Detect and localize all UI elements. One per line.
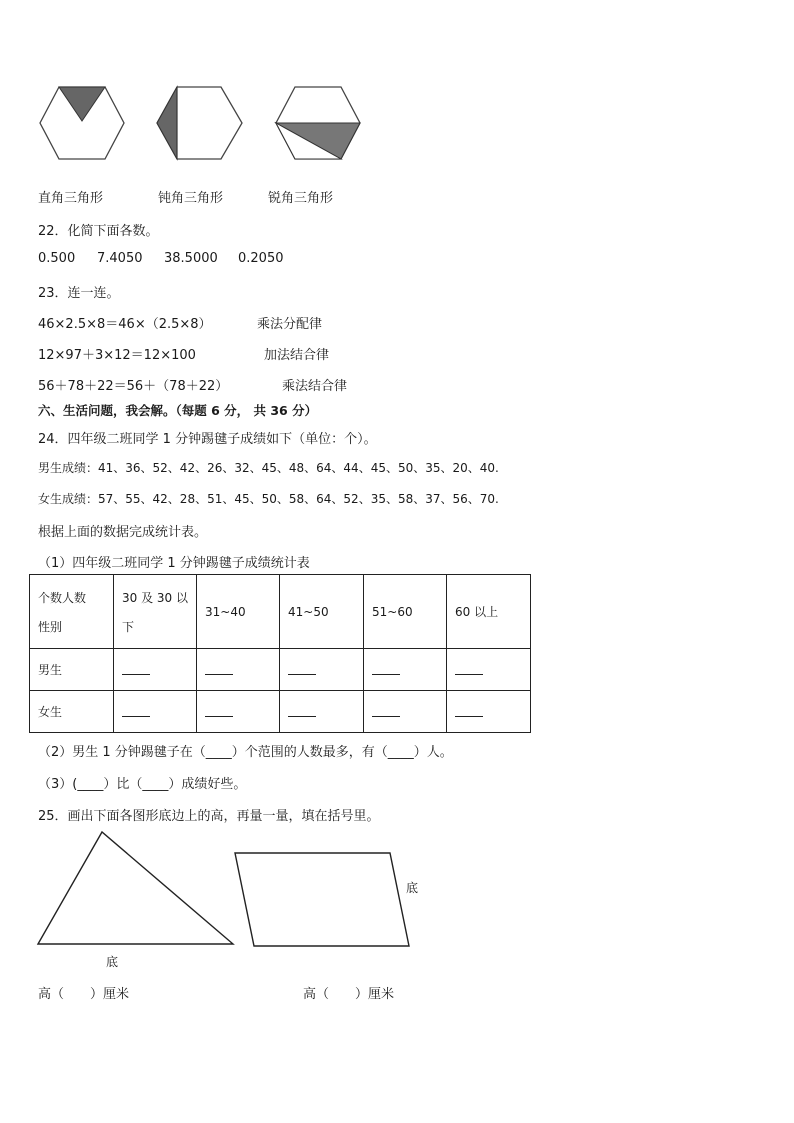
q22-title: 22．化简下面各数。 bbox=[38, 224, 159, 239]
corner-top-label: 个数人数 bbox=[38, 590, 87, 605]
parallelogram-height-answer: 高（ ）厘米 bbox=[303, 987, 395, 1002]
label-acute-triangle: 锐角三角形 bbox=[268, 191, 334, 206]
q23-expr-3: 56＋78＋22＝56＋（78＋22） bbox=[38, 379, 229, 394]
triangle-height-answer: 高（ ）厘米 bbox=[38, 987, 130, 1002]
q24-boys-scores: 男生成绩：41、36、52、42、26、32、45、48、64、44、45、50、35、20、40. bbox=[38, 461, 499, 475]
q23-expr-1: 46×2.5×8＝46×（2.5×8） bbox=[38, 317, 212, 332]
col-header-30-line1: 30 及 30 以 bbox=[122, 590, 188, 605]
triangle-base-label: 底 bbox=[106, 955, 119, 969]
label-right-triangle: 直角三角形 bbox=[38, 191, 104, 206]
triangle-figure bbox=[36, 830, 236, 948]
corner-bottom-label: 性别 bbox=[38, 619, 63, 634]
col-header-60-above: 60 以上 bbox=[447, 575, 531, 649]
q23-expr-2: 12×97＋3×12＝12×100 bbox=[38, 348, 196, 363]
label-obtuse-triangle: 钝角三角形 bbox=[158, 191, 224, 206]
q22-number-3: 38.5000 bbox=[164, 251, 218, 266]
boys-blank-4[interactable] bbox=[364, 649, 447, 691]
hexagon-obtuse-triangle-figure bbox=[155, 85, 245, 161]
col-header-30-line2: 下 bbox=[122, 619, 135, 634]
girls-blank-3[interactable] bbox=[280, 691, 364, 733]
score-statistics-table bbox=[29, 574, 531, 733]
table-corner-header bbox=[30, 575, 114, 649]
boys-blank-5[interactable] bbox=[447, 649, 531, 691]
row-header-boys: 男生 bbox=[30, 649, 114, 691]
row-header-girls: 女生 bbox=[30, 691, 114, 733]
parallelogram-base-label: 底 bbox=[406, 881, 419, 895]
q25-title: 25．画出下面各图形底边上的高，再量一量，填在括号里。 bbox=[38, 809, 380, 824]
boys-blank-3[interactable] bbox=[280, 649, 364, 691]
section-6-heading: 六、生活问题，我会解。（每题 6 分， 共 36 分） bbox=[38, 403, 318, 418]
col-header-31-40: 31~40 bbox=[197, 575, 280, 649]
girls-blank-1[interactable] bbox=[114, 691, 197, 733]
col-header-41-50: 41~50 bbox=[280, 575, 364, 649]
girls-blank-2[interactable] bbox=[197, 691, 280, 733]
q23-law-1: 乘法分配律 bbox=[257, 317, 323, 332]
q23-law-3: 乘法结合律 bbox=[282, 379, 348, 394]
col-header-51-60: 51~60 bbox=[364, 575, 447, 649]
girls-blank-5[interactable] bbox=[447, 691, 531, 733]
q22-number-1: 0.500 bbox=[38, 251, 76, 266]
boys-blank-1[interactable] bbox=[114, 649, 197, 691]
q22-number-4: 0.2050 bbox=[238, 251, 284, 266]
q23-title: 23．连一连。 bbox=[38, 286, 120, 301]
col-header-30-below bbox=[114, 575, 197, 649]
girls-blank-4[interactable] bbox=[364, 691, 447, 733]
q24-girls-scores: 女生成绩：57、55、42、28、51、45、50、58、64、52、35、58、37、56、70. bbox=[38, 492, 499, 506]
q23-law-2: 加法结合律 bbox=[264, 348, 330, 363]
q24-sub-question-3: （3）(____）比（____）成绩好些。 bbox=[38, 777, 247, 792]
hexagon-right-triangle-figure bbox=[38, 85, 126, 161]
hexagon-acute-triangle-figure bbox=[274, 85, 362, 163]
q24-sub-question-2: （2）男生 1 分钟踢毽子在（____）个范围的人数最多，有（____）人。 bbox=[38, 745, 453, 760]
q24-instruction: 根据上面的数据完成统计表。 bbox=[38, 525, 208, 540]
boys-blank-2[interactable] bbox=[197, 649, 280, 691]
q24-title: 24．四年级二班同学 1 分钟踢毽子成绩如下（单位：个）。 bbox=[38, 432, 377, 447]
q22-number-2: 7.4050 bbox=[97, 251, 143, 266]
q24-table-title: （1）四年级二班同学 1 分钟踢毽子成绩统计表 bbox=[38, 556, 310, 571]
parallelogram-figure bbox=[232, 850, 414, 950]
